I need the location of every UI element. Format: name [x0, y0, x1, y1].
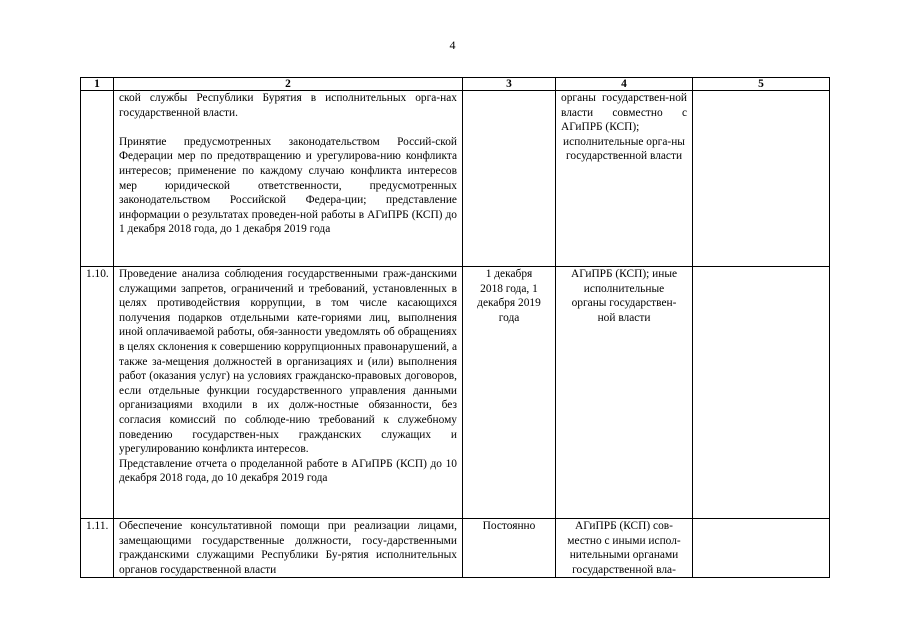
action-paragraph: ской службы Республики Бурятия в исполнительных орга-нах государственной власти.	[119, 92, 457, 119]
header-cell-4: 4	[556, 78, 693, 91]
header-cell-1: 1	[81, 78, 114, 91]
responsible-cell	[556, 91, 693, 267]
header-cell-3: 3	[463, 78, 556, 91]
note-cell	[693, 519, 830, 578]
table-row	[81, 519, 830, 578]
responsible-cell	[556, 519, 693, 578]
header-row	[81, 78, 830, 91]
action-paragraph: Принятие предусмотренных законодательством Россий-ской Федерации мер по предотвращению и урегулирова-нию конфликта интересов; применение по каждому случаю конфликта интересов мер юридической ответственности, предусмотренных законодательством Российской Федера-ции; представление информации о результатах проведен-ной работы в АГиПРБ (КСП) до 1 декабря 2018 года, до 1 декабря 2019 года	[119, 135, 457, 236]
action-cell	[114, 267, 463, 519]
deadline-cell	[463, 91, 556, 267]
action-paragraph: Представление отчета о проделанной работе в АГиПРБ (КСП) до 10 декабря 2018 года, до 10 декабря 2019 года	[119, 457, 457, 485]
row-number: 1.10.	[81, 267, 114, 519]
row-number	[81, 91, 114, 267]
responsible-paragraph: исполнительные орга-ны государственной власти	[563, 135, 685, 163]
action-paragraph: Проведение анализа соблюдения государственными граж-данскими служащими запретов, ограничений и требований, установленных в целях противодействия коррупции, в том числе касающихся получения подарков отдельными кате-гориями лиц, выполнения иной оплачиваемой работы, обя-занности уведомлять об обращениях в целях склонения к совершению коррупционных правонарушений, а также за-мещения должностей в организациях и (или) выполнения работ (оказания услуг) на условиях гражданско-правовых договоров, если отдельные функции государственного управления данными организациями входили в их долж-ностные обязанности, без согласия комиссий по соблюде-нию требований к служебному поведению государствен-ных гражданских служащих и урегулированию конфликта интересов.	[119, 268, 457, 456]
action-paragraph: Обеспечение консультативной помощи при реализации лицами, замещающими государственные должности, госу-дарственными гражданскими служащими Республики Бу-рятия исполнительных органов государственной власти	[119, 520, 457, 576]
responsible-paragraph: органы государствен-ной власти совместно с АГиПРБ (КСП);	[561, 92, 687, 134]
responsible-paragraph: АГиПРБ (КСП); иные исполнительные органы государствен-ной власти	[570, 268, 678, 324]
measures-table	[80, 77, 830, 578]
responsible-paragraph: АГиПРБ (КСП) сов-местно с иными испол-нительными органами государственной вла-	[567, 520, 681, 576]
note-cell	[693, 91, 830, 267]
table-row	[81, 91, 830, 267]
action-cell	[114, 91, 463, 267]
deadline-text: 1 декабря 2018 года, 1 декабря 2019 года	[477, 268, 541, 324]
action-cell	[114, 519, 463, 578]
deadline-cell: Постоянно	[463, 519, 556, 578]
page-number: 4	[449, 38, 456, 52]
header-cell-2: 2	[114, 78, 463, 91]
row-number: 1.11.	[81, 519, 114, 578]
header-cell-5: 5	[693, 78, 830, 91]
table-row	[81, 267, 830, 519]
responsible-cell	[556, 267, 693, 519]
deadline-cell	[463, 267, 556, 519]
note-cell	[693, 267, 830, 519]
